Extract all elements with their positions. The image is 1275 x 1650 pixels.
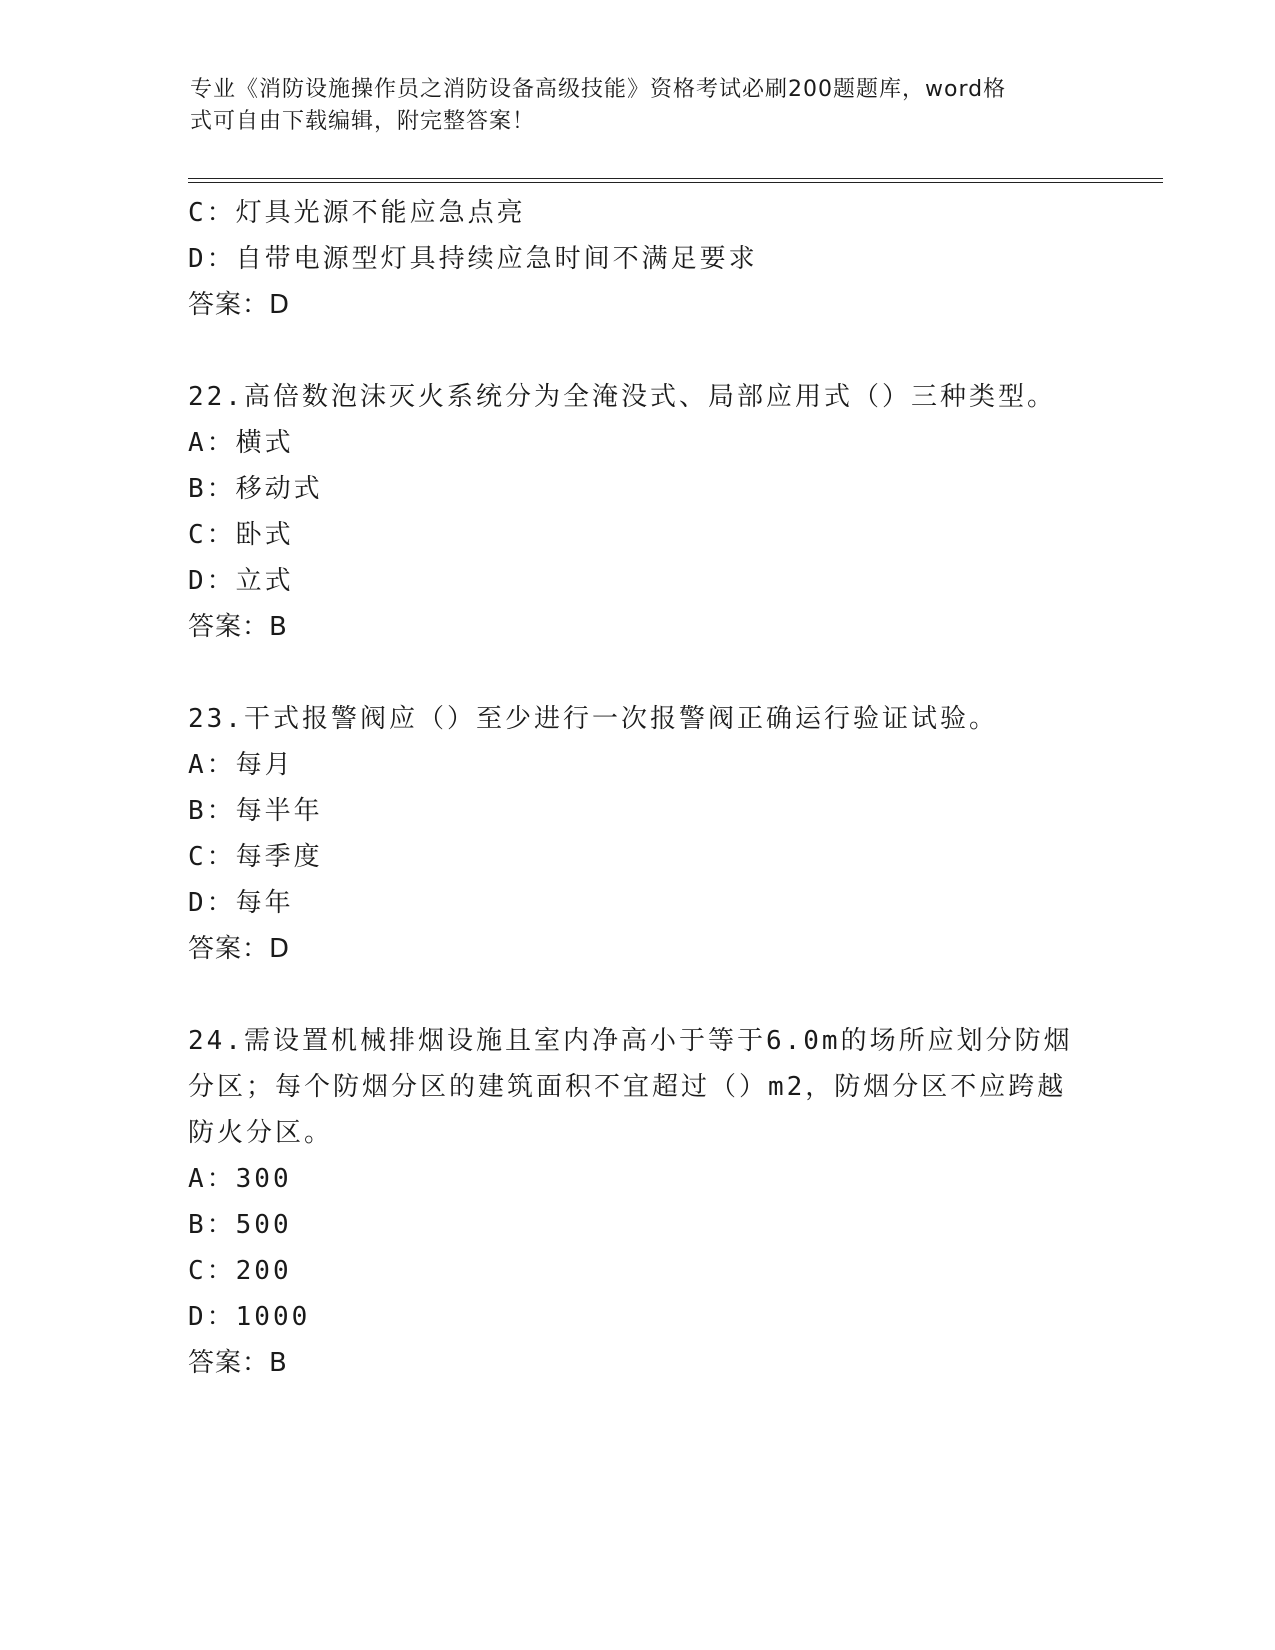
answer: 答案：D [188,290,291,320]
question-23 [188,696,1088,972]
question-24 [188,1018,1088,1386]
option-c: C：200 [188,1256,292,1286]
question-text: 23.干式报警阀应（）至少进行一次报警阀正确运行验证试验。 [188,704,998,734]
answer: 答案：D [188,934,291,964]
option-d: D：1000 [188,1302,311,1332]
spacer [188,650,1088,696]
spacer [188,972,1088,1018]
option-b: B：每半年 [188,796,323,826]
header-line-2: 式可自由下载编辑，附完整答案！ [190,109,536,134]
option-b: B：移动式 [188,474,323,504]
option-a: A：300 [188,1164,292,1194]
option-c: C：灯具光源不能应急点亮 [188,198,526,228]
question-list [188,190,1088,1386]
option-a: A：每月 [188,750,294,780]
answer: 答案：B [188,1348,288,1378]
question-22 [188,374,1088,650]
header-divider-bottom [188,182,1163,183]
answer: 答案：B [188,612,288,642]
question-text-line-3: 防火分区。 [188,1118,334,1148]
option-a: A：横式 [188,428,294,458]
option-c: C：卧式 [188,520,294,550]
option-c: C：每季度 [188,842,323,872]
question-text-line-2: 分区；每个防烟分区的建筑面积不宜超过（）m2，防烟分区不应跨越 [188,1072,1067,1102]
question-text-line-1: 24.需设置机械排烟设施且室内净高小于等于6.0m的场所应划分防烟 [188,1026,1073,1056]
option-b: B：500 [188,1210,292,1240]
header-divider-top [188,178,1163,179]
option-d: D：自带电源型灯具持续应急时间不满足要求 [188,244,758,274]
option-d: D：每年 [188,888,294,918]
question-text: 22.高倍数泡沫灭火系统分为全淹没式、局部应用式（）三种类型。 [188,382,1056,412]
document-header [190,74,1070,138]
option-d: D：立式 [188,566,294,596]
spacer [188,328,1088,374]
header-line-1: 专业《消防设施操作员之消防设备高级技能》资格考试必刷200题题库，word格 [190,77,1007,102]
previous-question-tail [188,190,1088,328]
